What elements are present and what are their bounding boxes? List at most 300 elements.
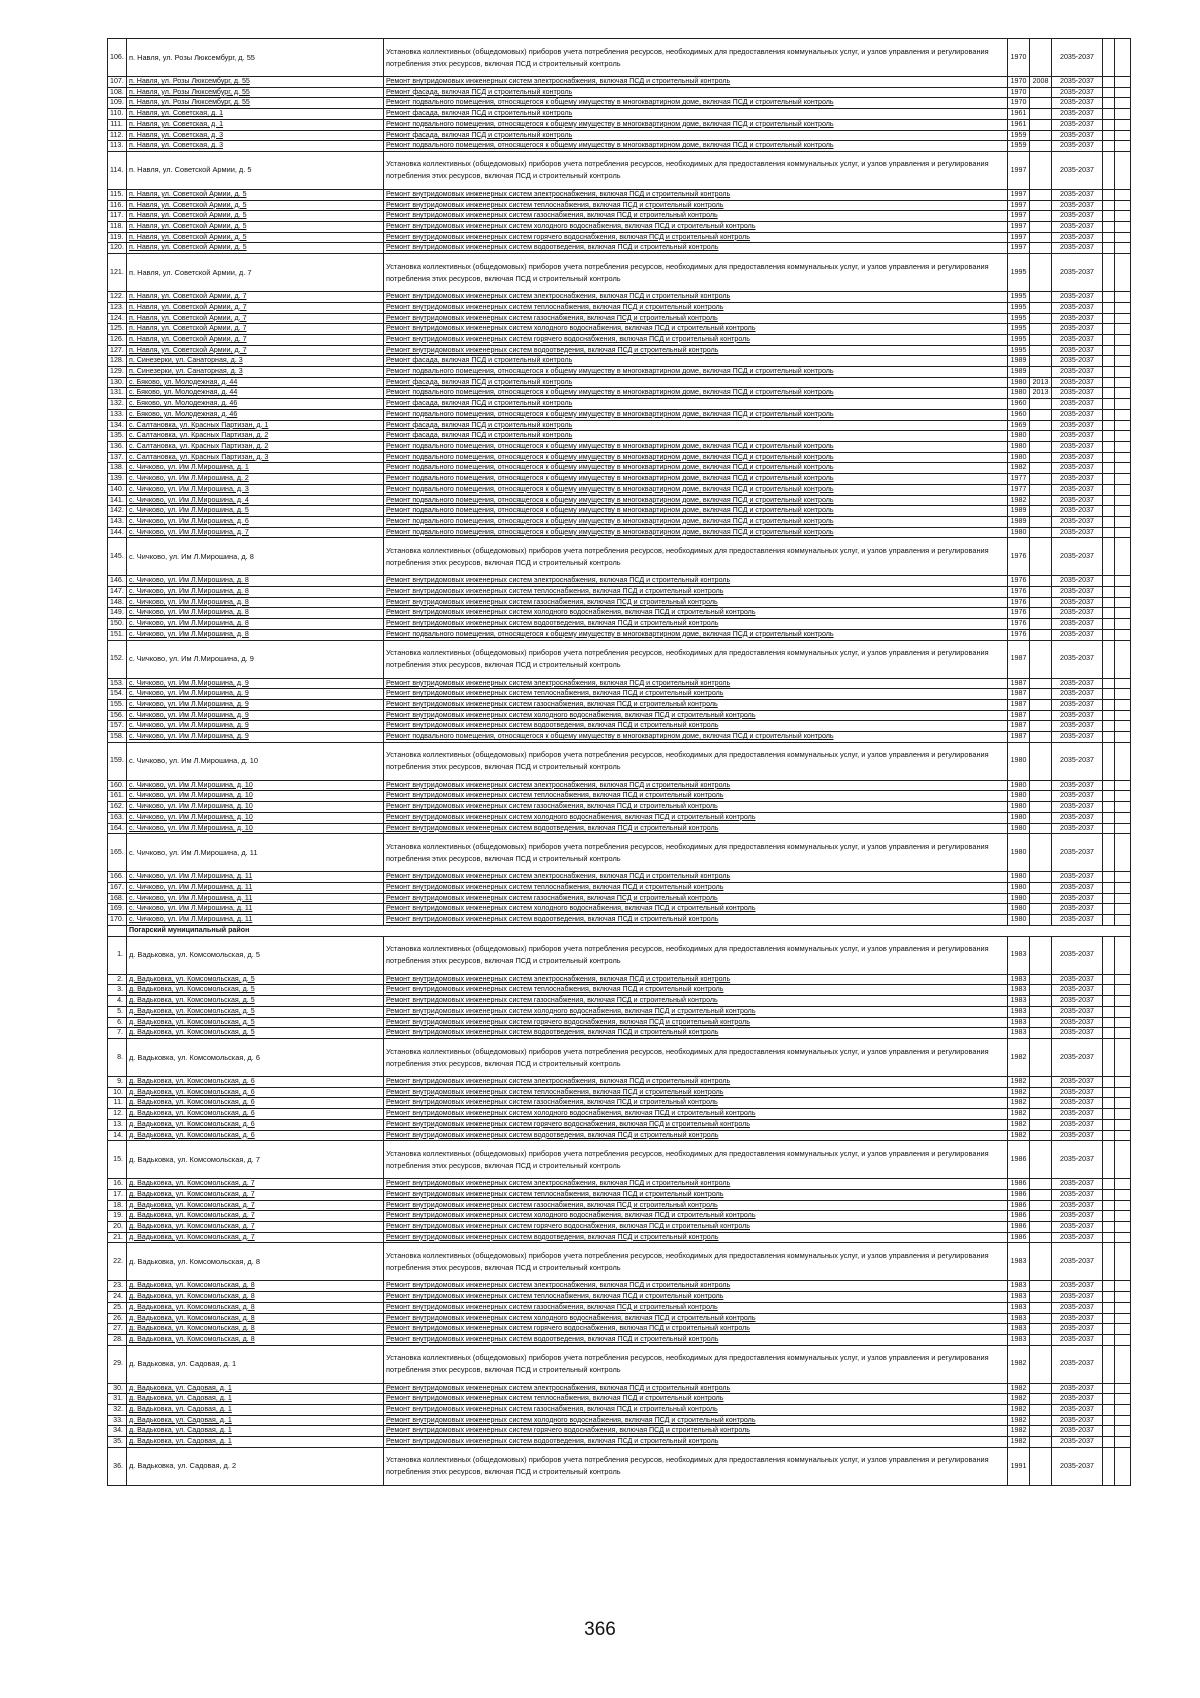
row-number: 115.	[108, 189, 127, 200]
table-row	[108, 1415, 1131, 1426]
table-row	[108, 452, 1131, 463]
build-year-cell: 1983	[1008, 1006, 1030, 1017]
row-number: 156.	[108, 710, 127, 721]
repair-year-cell	[1030, 495, 1052, 506]
address-cell: с. Чичково, ул. Им Л.Мирошина, д. 8	[127, 629, 384, 640]
empty-cell	[1103, 882, 1115, 893]
row-number: 170.	[108, 915, 127, 926]
build-year-cell: 1976	[1008, 629, 1030, 640]
work-plan-table	[107, 38, 1131, 1486]
address-cell: п. Навля, ул. Советской Армии, д. 7	[127, 302, 384, 313]
table-row	[108, 506, 1131, 517]
row-number: 114.	[108, 151, 127, 189]
work-type-cell: Ремонт подвального помещения, относящегося к общему имуществу в многоквартирном доме, включая ПСД и строительный контроль	[384, 495, 1008, 506]
row-number: 32.	[108, 1405, 127, 1416]
empty-cell	[1115, 1211, 1131, 1222]
row-number: 5.	[108, 1006, 127, 1017]
row-number: 137.	[108, 452, 127, 463]
repair-year-cell	[1030, 506, 1052, 517]
empty-cell	[1115, 1437, 1131, 1448]
repair-year-cell	[1030, 689, 1052, 700]
row-number: 145.	[108, 538, 127, 576]
row-number: 35.	[108, 1437, 127, 1448]
address-cell: д. Вадьковка, ул. Садовая, д. 1	[127, 1405, 384, 1416]
planned-period-cell: 2035-2037	[1052, 302, 1103, 313]
work-type-cell: Ремонт подвального помещения, относящегося к общему имуществу в многоквартирном доме, включая ПСД и строительный контроль	[384, 527, 1008, 538]
work-type-cell: Ремонт внутридомовых инженерных систем холодного водоснабжения, включая ПСД и строительный контроль	[384, 812, 1008, 823]
table-row	[108, 882, 1131, 893]
planned-period-cell: 2035-2037	[1052, 211, 1103, 222]
build-year-cell: 1980	[1008, 388, 1030, 399]
empty-cell	[1103, 313, 1115, 324]
repair-year-cell	[1030, 141, 1052, 152]
row-number: 149.	[108, 608, 127, 619]
build-year-cell: 1983	[1008, 1334, 1030, 1345]
address-cell: п. Навля, ул. Розы Люксембург, д. 55	[127, 39, 384, 77]
row-number: 4.	[108, 996, 127, 1007]
build-year-cell: 1982	[1008, 1098, 1030, 1109]
repair-year-cell	[1030, 1345, 1052, 1383]
repair-year-cell	[1030, 313, 1052, 324]
empty-cell	[1115, 1324, 1131, 1335]
planned-period-cell: 2035-2037	[1052, 721, 1103, 732]
row-number: 27.	[108, 1324, 127, 1335]
address-cell: п. Навля, ул. Советской Армии, д. 5	[127, 189, 384, 200]
repair-year-cell	[1030, 441, 1052, 452]
build-year-cell: 1983	[1008, 1281, 1030, 1292]
repair-year-cell	[1030, 452, 1052, 463]
address-cell: д. Вадьковка, ул. Комсомольская, д. 7	[127, 1189, 384, 1200]
repair-year-cell	[1030, 1243, 1052, 1281]
empty-cell	[1103, 985, 1115, 996]
planned-period-cell: 2035-2037	[1052, 345, 1103, 356]
build-year-cell: 1980	[1008, 893, 1030, 904]
repair-year-cell	[1030, 109, 1052, 120]
table-row	[108, 313, 1131, 324]
empty-cell	[1115, 1109, 1131, 1120]
build-year-cell: 1991	[1008, 1447, 1030, 1485]
build-year-cell: 1959	[1008, 141, 1030, 152]
planned-period-cell: 2035-2037	[1052, 791, 1103, 802]
work-plan-body	[108, 39, 1131, 1486]
work-type-cell: Установка коллективных (общедомовых) приборов учета потребления ресурсов, необходимых для предоставления коммунальных услуг, и узлов управления и регулирования потребления этих ресурсов, включая ПСД и строительный контроль	[384, 538, 1008, 576]
planned-period-cell: 2035-2037	[1052, 893, 1103, 904]
empty-cell	[1115, 742, 1131, 780]
planned-period-cell: 2035-2037	[1052, 1447, 1103, 1485]
repair-year-cell	[1030, 1447, 1052, 1485]
table-row	[108, 356, 1131, 367]
work-type-cell: Ремонт внутридомовых инженерных систем теплоснабжения, включая ПСД и строительный контроль	[384, 882, 1008, 893]
row-number: 162.	[108, 802, 127, 813]
empty-cell	[1103, 377, 1115, 388]
planned-period-cell: 2035-2037	[1052, 484, 1103, 495]
planned-period-cell: 2035-2037	[1052, 222, 1103, 233]
planned-period-cell: 2035-2037	[1052, 872, 1103, 883]
row-number: 131.	[108, 388, 127, 399]
table-row	[108, 936, 1131, 974]
build-year-cell: 1982	[1008, 463, 1030, 474]
planned-period-cell: 2035-2037	[1052, 608, 1103, 619]
empty-cell	[1103, 710, 1115, 721]
build-year-cell: 1980	[1008, 823, 1030, 834]
row-number: 11.	[108, 1098, 127, 1109]
repair-year-cell	[1030, 87, 1052, 98]
empty-cell	[1115, 1405, 1131, 1416]
table-row	[108, 516, 1131, 527]
repair-year-cell	[1030, 1394, 1052, 1405]
planned-period-cell: 2035-2037	[1052, 1141, 1103, 1179]
build-year-cell: 1980	[1008, 872, 1030, 883]
empty-cell	[1103, 409, 1115, 420]
work-type-cell: Ремонт внутридомовых инженерных систем газоснабжения, включая ПСД и строительный контроль	[384, 1098, 1008, 1109]
work-type-cell: Ремонт подвального помещения, относящегося к общему имуществу в многоквартирном доме, включая ПСД и строительный контроль	[384, 141, 1008, 152]
work-type-cell: Ремонт внутридомовых инженерных систем холодного водоснабжения, включая ПСД и строительный контроль	[384, 1211, 1008, 1222]
empty-cell	[1103, 974, 1115, 985]
empty-cell	[1103, 1028, 1115, 1039]
empty-cell	[1103, 834, 1115, 872]
table-row	[108, 130, 1131, 141]
row-number: 153.	[108, 678, 127, 689]
table-row	[108, 399, 1131, 410]
build-year-cell: 1980	[1008, 904, 1030, 915]
empty-cell	[1115, 463, 1131, 474]
table-row	[108, 732, 1131, 743]
address-cell: д. Вадьковка, ул. Комсомольская, д. 5	[127, 936, 384, 974]
empty-cell	[1115, 732, 1131, 743]
work-type-cell: Ремонт внутридомовых инженерных систем газоснабжения, включая ПСД и строительный контроль	[384, 313, 1008, 324]
empty-cell	[1103, 109, 1115, 120]
row-number: 33.	[108, 1415, 127, 1426]
empty-cell	[1115, 1006, 1131, 1017]
planned-period-cell: 2035-2037	[1052, 974, 1103, 985]
table-row	[108, 431, 1131, 442]
planned-period-cell: 2035-2037	[1052, 1313, 1103, 1324]
table-row	[108, 1222, 1131, 1233]
table-row	[108, 1281, 1131, 1292]
address-cell: с. Чичково, ул. Им Л.Мирошина, д. 8	[127, 576, 384, 587]
address-cell: с. Чичково, ул. Им Л.Мирошина, д. 6	[127, 516, 384, 527]
work-type-cell: Ремонт фасада, включая ПСД и строительный контроль	[384, 431, 1008, 442]
repair-year-cell	[1030, 345, 1052, 356]
table-row	[108, 189, 1131, 200]
address-cell: с. Чичково, ул. Им Л.Мирошина, д. 5	[127, 506, 384, 517]
empty-cell	[1115, 1087, 1131, 1098]
row-number: 142.	[108, 506, 127, 517]
empty-cell	[1115, 689, 1131, 700]
repair-year-cell	[1030, 834, 1052, 872]
row-number: 25.	[108, 1302, 127, 1313]
empty-cell	[1115, 1200, 1131, 1211]
address-cell: п. Навля, ул. Советская, д. 3	[127, 130, 384, 141]
row-number: 18.	[108, 1200, 127, 1211]
empty-cell	[1115, 1345, 1131, 1383]
address-cell: д. Вадьковка, ул. Садовая, д. 1	[127, 1415, 384, 1426]
empty-cell	[1115, 441, 1131, 452]
empty-cell	[1103, 399, 1115, 410]
row-number: 134.	[108, 420, 127, 431]
address-cell: п. Навля, ул. Советская, д. 3	[127, 141, 384, 152]
build-year-cell: 1997	[1008, 189, 1030, 200]
planned-period-cell: 2035-2037	[1052, 1302, 1103, 1313]
planned-period-cell: 2035-2037	[1052, 597, 1103, 608]
table-row	[108, 619, 1131, 630]
row-number: 135.	[108, 431, 127, 442]
table-row	[108, 1334, 1131, 1345]
repair-year-cell	[1030, 1179, 1052, 1190]
repair-year-cell	[1030, 996, 1052, 1007]
address-cell: с. Салтановка, ул. Красных Партизан, д. 2	[127, 431, 384, 442]
work-type-cell: Ремонт подвального помещения, относящегося к общему имуществу в многоквартирном доме, включая ПСД и строительный контроль	[384, 409, 1008, 420]
row-number: 36.	[108, 1447, 127, 1485]
repair-year-cell	[1030, 904, 1052, 915]
planned-period-cell: 2035-2037	[1052, 689, 1103, 700]
planned-period-cell: 2035-2037	[1052, 619, 1103, 630]
build-year-cell: 1997	[1008, 151, 1030, 189]
work-type-cell: Ремонт внутридомовых инженерных систем электроснабжения, включая ПСД и строительный контроль	[384, 292, 1008, 303]
build-year-cell: 1987	[1008, 640, 1030, 678]
repair-year-cell	[1030, 1426, 1052, 1437]
work-type-cell: Ремонт внутридомовых инженерных систем холодного водоснабжения, включая ПСД и строительный контроль	[384, 1313, 1008, 1324]
empty-cell	[1103, 1405, 1115, 1416]
empty-cell	[1115, 1426, 1131, 1437]
build-year-cell: 1982	[1008, 1119, 1030, 1130]
work-type-cell: Ремонт внутридомовых инженерных систем теплоснабжения, включая ПСД и строительный контроль	[384, 1087, 1008, 1098]
build-year-cell: 1980	[1008, 882, 1030, 893]
empty-cell	[1103, 721, 1115, 732]
empty-cell	[1103, 1281, 1115, 1292]
work-type-cell: Ремонт внутридомовых инженерных систем газоснабжения, включая ПСД и строительный контроль	[384, 1200, 1008, 1211]
work-type-cell: Ремонт внутридомовых инженерных систем холодного водоснабжения, включая ПСД и строительный контроль	[384, 904, 1008, 915]
work-type-cell: Ремонт внутридомовых инженерных систем теплоснабжения, включая ПСД и строительный контроль	[384, 1189, 1008, 1200]
address-cell: п. Навля, ул. Советской Армии, д. 7	[127, 292, 384, 303]
row-number: 17.	[108, 1189, 127, 1200]
repair-year-cell	[1030, 356, 1052, 367]
address-cell: с. Чичково, ул. Им Л.Мирошина, д. 9	[127, 710, 384, 721]
address-cell: с. Чичково, ул. Им Л.Мирошина, д. 11	[127, 893, 384, 904]
table-row	[108, 629, 1131, 640]
build-year-cell: 1970	[1008, 77, 1030, 88]
repair-year-cell	[1030, 710, 1052, 721]
repair-year-cell	[1030, 484, 1052, 495]
planned-period-cell: 2035-2037	[1052, 516, 1103, 527]
planned-period-cell: 2035-2037	[1052, 1334, 1103, 1345]
work-type-cell: Ремонт фасада, включая ПСД и строительный контроль	[384, 356, 1008, 367]
table-row	[108, 1189, 1131, 1200]
work-type-cell: Ремонт внутридомовых инженерных систем горячего водоснабжения, включая ПСД и строительный контроль	[384, 232, 1008, 243]
repair-year-cell	[1030, 292, 1052, 303]
table-row	[108, 699, 1131, 710]
repair-year-cell	[1030, 619, 1052, 630]
repair-year-cell	[1030, 1222, 1052, 1233]
work-type-cell: Ремонт внутридомовых инженерных систем газоснабжения, включая ПСД и строительный контроль	[384, 893, 1008, 904]
table-row	[108, 710, 1131, 721]
empty-cell	[1103, 119, 1115, 130]
address-cell: с. Бяково, ул. Молодежная, д. 46	[127, 409, 384, 420]
build-year-cell: 1987	[1008, 710, 1030, 721]
table-row	[108, 1109, 1131, 1120]
empty-cell	[1103, 345, 1115, 356]
work-type-cell: Ремонт внутридомовых инженерных систем теплоснабжения, включая ПСД и строительный контроль	[384, 302, 1008, 313]
work-type-cell: Ремонт внутридомовых инженерных систем водоотведения, включая ПСД и строительный контроль	[384, 1028, 1008, 1039]
repair-year-cell	[1030, 200, 1052, 211]
empty-cell	[1103, 452, 1115, 463]
repair-year-cell	[1030, 1017, 1052, 1028]
address-cell: п. Навля, ул. Розы Люксембург, д. 55	[127, 77, 384, 88]
empty-cell	[1103, 495, 1115, 506]
address-cell: с. Чичково, ул. Им Л.Мирошина, д. 11	[127, 882, 384, 893]
empty-cell	[1115, 985, 1131, 996]
row-number: 31.	[108, 1394, 127, 1405]
section-title: Погарский муниципальный район	[127, 925, 1131, 936]
row-number: 159.	[108, 742, 127, 780]
build-year-cell: 1983	[1008, 1017, 1030, 1028]
work-type-cell: Ремонт внутридомовых инженерных систем горячего водоснабжения, включая ПСД и строительный контроль	[384, 1222, 1008, 1233]
empty-cell	[1103, 334, 1115, 345]
work-type-cell: Ремонт внутридомовых инженерных систем водоотведения, включая ПСД и строительный контроль	[384, 721, 1008, 732]
row-number: 10.	[108, 1087, 127, 1098]
address-cell: д. Вадьковка, ул. Комсомольская, д. 7	[127, 1179, 384, 1190]
planned-period-cell: 2035-2037	[1052, 1405, 1103, 1416]
empty-cell	[1115, 302, 1131, 313]
table-row	[108, 420, 1131, 431]
empty-cell	[1103, 87, 1115, 98]
planned-period-cell: 2035-2037	[1052, 1077, 1103, 1088]
table-row	[108, 474, 1131, 485]
address-cell: д. Вадьковка, ул. Комсомольская, д. 8	[127, 1324, 384, 1335]
address-cell: д. Вадьковка, ул. Комсомольская, д. 6	[127, 1119, 384, 1130]
row-number: 120.	[108, 243, 127, 254]
address-cell: д. Вадьковка, ул. Комсомольская, д. 6	[127, 1109, 384, 1120]
row-number: 129.	[108, 367, 127, 378]
planned-period-cell: 2035-2037	[1052, 1415, 1103, 1426]
row-number: 140.	[108, 484, 127, 495]
work-type-cell: Ремонт внутридомовых инженерных систем горячего водоснабжения, включая ПСД и строительный контроль	[384, 1324, 1008, 1335]
work-type-cell: Ремонт фасада, включая ПСД и строительный контроль	[384, 87, 1008, 98]
row-number: 119.	[108, 232, 127, 243]
row-number: 19.	[108, 1211, 127, 1222]
empty-cell	[1115, 232, 1131, 243]
table-row	[108, 904, 1131, 915]
repair-year-cell	[1030, 463, 1052, 474]
empty-cell	[1103, 1437, 1115, 1448]
table-row	[108, 721, 1131, 732]
row-number: 14.	[108, 1130, 127, 1141]
work-type-cell: Установка коллективных (общедомовых) приборов учета потребления ресурсов, необходимых для предоставления коммунальных услуг, и узлов управления и регулирования потребления этих ресурсов, включая ПСД и строительный контроль	[384, 1447, 1008, 1485]
work-type-cell: Установка коллективных (общедомовых) приборов учета потребления ресурсов, необходимых для предоставления коммунальных услуг, и узлов управления и регулирования потребления этих ресурсов, включая ПСД и строительный контроль	[384, 1039, 1008, 1077]
build-year-cell: 1983	[1008, 974, 1030, 985]
address-cell: с. Чичково, ул. Им Л.Мирошина, д. 4	[127, 495, 384, 506]
planned-period-cell: 2035-2037	[1052, 334, 1103, 345]
address-cell: с. Чичково, ул. Им Л.Мирошина, д. 10	[127, 742, 384, 780]
row-number: 143.	[108, 516, 127, 527]
repair-year-cell	[1030, 324, 1052, 335]
build-year-cell: 1986	[1008, 1222, 1030, 1233]
row-number: 151.	[108, 629, 127, 640]
work-type-cell: Ремонт внутридомовых инженерных систем холодного водоснабжения, включая ПСД и строительный контроль	[384, 1006, 1008, 1017]
build-year-cell: 1980	[1008, 780, 1030, 791]
row-number: 112.	[108, 130, 127, 141]
work-type-cell: Ремонт внутридомовых инженерных систем электроснабжения, включая ПСД и строительный контроль	[384, 780, 1008, 791]
planned-period-cell: 2035-2037	[1052, 495, 1103, 506]
address-cell: п. Навля, ул. Советской Армии, д. 5	[127, 211, 384, 222]
work-type-cell: Ремонт внутридомовых инженерных систем водоотведения, включая ПСД и строительный контроль	[384, 345, 1008, 356]
planned-period-cell: 2035-2037	[1052, 587, 1103, 598]
address-cell: д. Вадьковка, ул. Садовая, д. 2	[127, 1447, 384, 1485]
work-type-cell: Ремонт подвального помещения, относящегося к общему имуществу в многоквартирном доме, включая ПСД и строительный контроль	[384, 367, 1008, 378]
empty-cell	[1115, 893, 1131, 904]
empty-cell	[1115, 699, 1131, 710]
empty-cell	[1115, 1394, 1131, 1405]
table-row	[108, 98, 1131, 109]
address-cell: п. Навля, ул. Советской Армии, д. 7	[127, 254, 384, 292]
address-cell: д. Вадьковка, ул. Комсомольская, д. 5	[127, 974, 384, 985]
build-year-cell: 1997	[1008, 232, 1030, 243]
empty-cell	[1115, 1281, 1131, 1292]
planned-period-cell: 2035-2037	[1052, 1179, 1103, 1190]
address-cell: с. Чичково, ул. Им Л.Мирошина, д. 10	[127, 823, 384, 834]
table-row	[108, 823, 1131, 834]
build-year-cell: 1980	[1008, 441, 1030, 452]
address-cell: п. Навля, ул. Советской Армии, д. 7	[127, 313, 384, 324]
table-row	[108, 292, 1131, 303]
address-cell: п. Навля, ул. Советской Армии, д. 5	[127, 151, 384, 189]
repair-year-cell	[1030, 597, 1052, 608]
empty-cell	[1115, 367, 1131, 378]
empty-cell	[1103, 292, 1115, 303]
row-number: 110.	[108, 109, 127, 120]
work-type-cell: Ремонт подвального помещения, относящегося к общему имуществу в многоквартирном доме, включая ПСД и строительный контроль	[384, 119, 1008, 130]
planned-period-cell: 2035-2037	[1052, 431, 1103, 442]
row-number: 125.	[108, 324, 127, 335]
planned-period-cell: 2035-2037	[1052, 243, 1103, 254]
address-cell: п. Навля, ул. Советской Армии, д. 7	[127, 334, 384, 345]
empty-cell	[1103, 39, 1115, 77]
row-number: 111.	[108, 119, 127, 130]
address-cell: с. Салтановка, ул. Красных Партизан, д. 2	[127, 441, 384, 452]
build-year-cell: 1969	[1008, 420, 1030, 431]
build-year-cell: 1986	[1008, 1179, 1030, 1190]
empty-cell	[1103, 629, 1115, 640]
empty-cell	[1115, 1141, 1131, 1179]
work-type-cell: Ремонт внутридомовых инженерных систем теплоснабжения, включая ПСД и строительный контроль	[384, 1394, 1008, 1405]
work-type-cell: Ремонт внутридомовых инженерных систем газоснабжения, включая ПСД и строительный контроль	[384, 699, 1008, 710]
row-number: 28.	[108, 1334, 127, 1345]
repair-year-cell	[1030, 1437, 1052, 1448]
address-cell: д. Вадьковка, ул. Садовая, д. 1	[127, 1383, 384, 1394]
row-number: 20.	[108, 1222, 127, 1233]
table-row	[108, 324, 1131, 335]
empty-cell	[1103, 1017, 1115, 1028]
table-row	[108, 1292, 1131, 1303]
table-row	[108, 1130, 1131, 1141]
empty-cell	[1103, 904, 1115, 915]
empty-cell	[1103, 189, 1115, 200]
table-row	[108, 1200, 1131, 1211]
repair-year-cell	[1030, 1313, 1052, 1324]
empty-cell	[1115, 527, 1131, 538]
empty-cell	[1103, 420, 1115, 431]
empty-cell	[1103, 996, 1115, 1007]
table-row	[108, 527, 1131, 538]
work-type-cell: Ремонт внутридомовых инженерных систем водоотведения, включая ПСД и строительный контроль	[384, 243, 1008, 254]
table-row	[108, 742, 1131, 780]
work-type-cell: Ремонт внутридомовых инженерных систем газоснабжения, включая ПСД и строительный контроль	[384, 802, 1008, 813]
empty-cell	[1103, 1098, 1115, 1109]
row-number: 123.	[108, 302, 127, 313]
repair-year-cell	[1030, 222, 1052, 233]
table-row	[108, 1211, 1131, 1222]
row-number: 130.	[108, 377, 127, 388]
